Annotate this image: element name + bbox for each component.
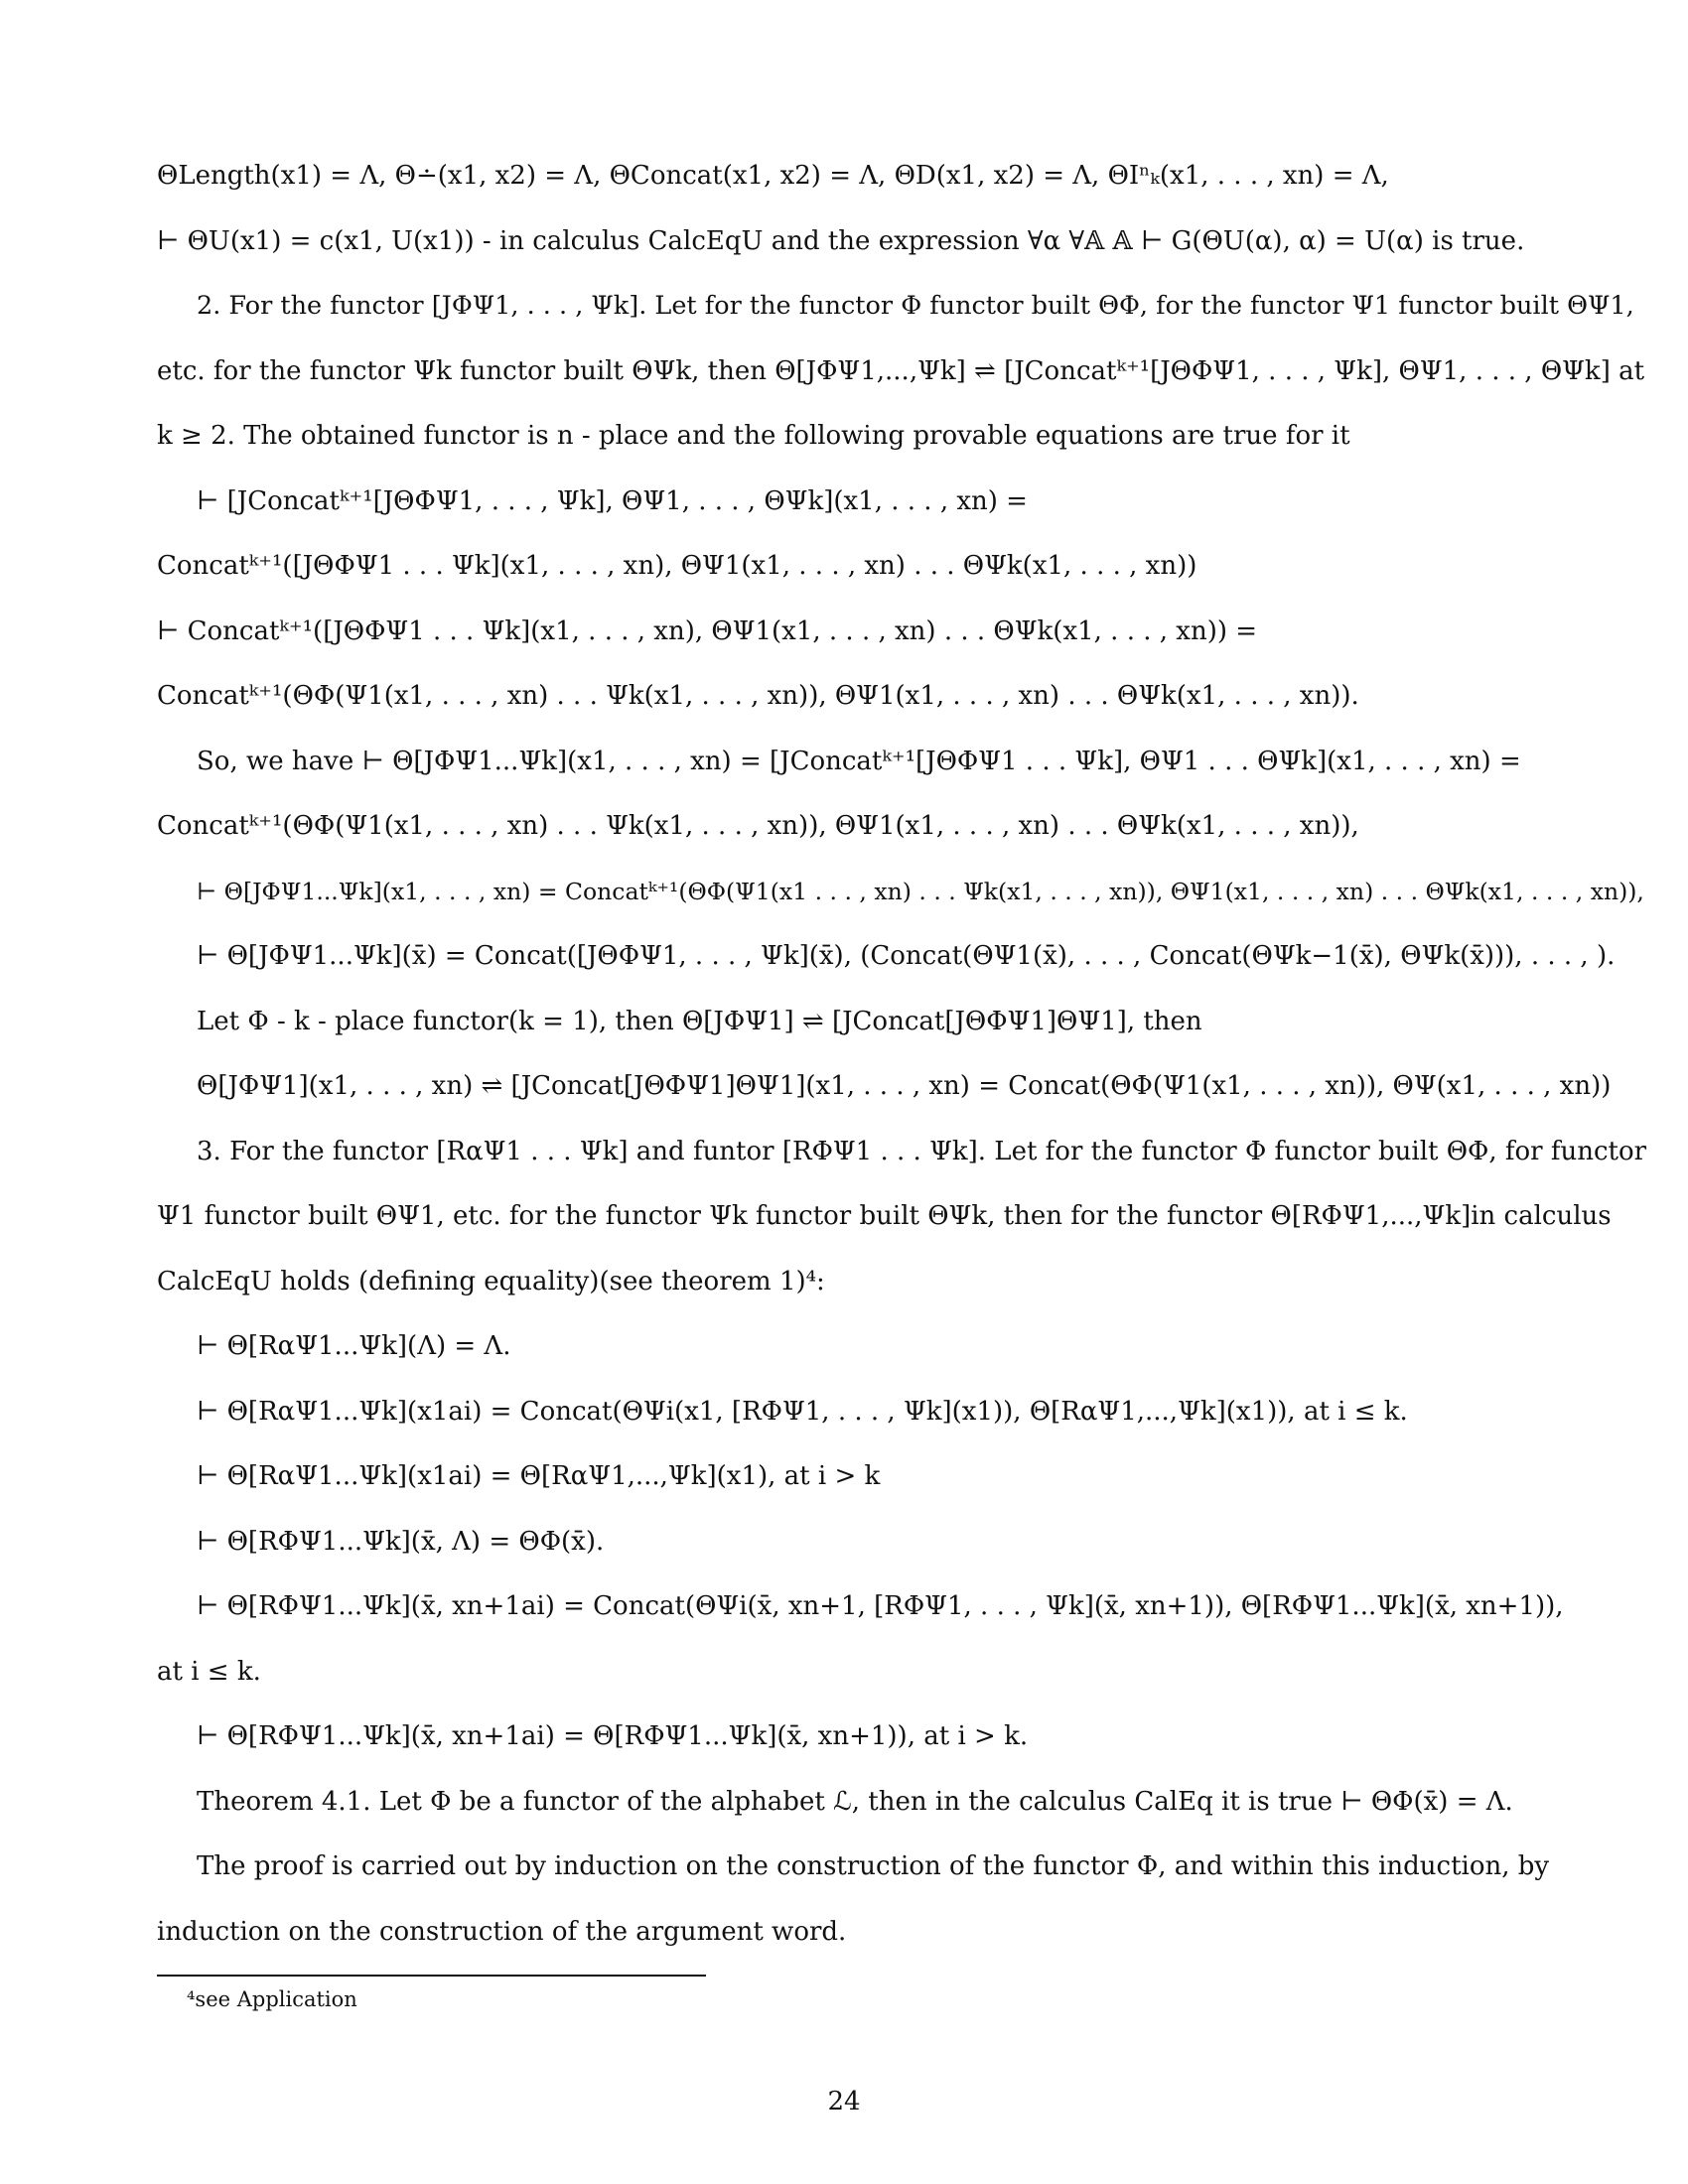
equation-line-3: ⊢ Concatᵏ⁺¹([JΘΦΨ1 . . . Ψk](x1, . . . , xn), ΘΨ1(x1, . . . , xn) . . . ΘΨk(x1, . . . , xn)) = <box>157 616 1258 646</box>
theorem-statement: Theorem 4.1. Let Φ be a functor of the alphabet ℒ, then in the calculus CalEq it is true ⊢ ΘΦ(x̄) = Λ. <box>197 1787 1513 1817</box>
text-line-6: So, we have ⊢ Θ[JΦΨ1...Ψk](x1, . . . , xn) = [JConcatᵏ⁺¹[JΘΦΨ1 . . . Ψk], ΘΨ1 . . . ΘΨk](x1, . . . , xn) = <box>197 747 1521 776</box>
text-line-1: ΘLength(x1) = Λ, Θ∸(x1, x2) = Λ, ΘConcat(x1, x2) = Λ, ΘD(x1, x2) = Λ, ΘIⁿₖ(x1, . . . , xn) = Λ, <box>157 161 1389 191</box>
page-number: 24 <box>827 2087 861 2116</box>
equation-line-2: Concatᵏ⁺¹([JΘΦΨ1 . . . Ψk](x1, . . . , xn), ΘΨ1(x1, . . . , xn) . . . ΘΨk(x1, . . . , xn)) <box>157 551 1197 581</box>
equation-line-7: ⊢ Θ[JΦΨ1...Ψk](x̄) = Concat([JΘΦΨ1, . . . , Ψk](x̄), (Concat(ΘΨ1(x̄), . . . , Concat(ΘΨk−1(x̄), ΘΨk(x̄))), . . . , ). <box>197 941 1616 971</box>
text-line-10: CalcEqU holds (defining equality)(see theorem 1)⁴: <box>157 1267 825 1297</box>
equation-line-4: Concatᵏ⁺¹(ΘΦ(Ψ1(x1, . . . , xn) . . . Ψk(x1, . . . , xn)), ΘΨ1(x1, . . . , xn) . . . ΘΨk(x1, . . . , xn)). <box>157 681 1359 711</box>
text-line-3: 2. For the functor [JΦΨ1, . . . , Ψk]. Let for the functor Φ functor built ΘΦ, for the functor Ψ1 functor built ΘΨ1, <box>197 291 1634 321</box>
text-line-11: at i ≤ k. <box>157 1657 261 1687</box>
equation-line-1: ⊢ [JConcatᵏ⁺¹[JΘΦΨ1, . . . , Ψk], ΘΨ1, . . . , ΘΨk](x1, . . . , xn) = <box>197 486 1028 516</box>
equation-line-9: ⊢ Θ[RαΨ1...Ψk](Λ) = Λ. <box>197 1331 511 1361</box>
equation-line-13: ⊢ Θ[RΦΨ1...Ψk](x̄, xn+1ai) = Concat(ΘΨi(x̄, xn+1, [RΦΨ1, . . . , Ψk](x̄, xn+1)), Θ[RΦΨ1...Ψk](x̄, xn+1)), <box>197 1591 1564 1621</box>
equation-line-6: ⊢ Θ[JΦΨ1...Ψk](x1, . . . , xn) = Concatᵏ⁺¹(ΘΦ(Ψ1(x1 . . . , xn) . . . Ψk(x1, . . . , xn)), ΘΨ1(x1, . . . , xn) . . . ΘΨk(x1, . . . , xn)), <box>197 878 1644 905</box>
footnote-rule <box>157 1975 706 1977</box>
text-line-4: etc. for the functor Ψk functor built ΘΨk, then Θ[JΦΨ1,...,Ψk] ⇌ [JConcatᵏ⁺¹[JΘΦΨ1, . . . , Ψk], ΘΨ1, . . . , ΘΨk] at <box>157 356 1645 386</box>
equation-line-14: ⊢ Θ[RΦΨ1...Ψk](x̄, xn+1ai) = Θ[RΦΨ1...Ψk](x̄, xn+1)), at i > k. <box>197 1721 1029 1751</box>
text-line-2: ⊢ ΘU(x1) = c(x1, U(x1)) - in calculus CalcEqU and the expression ∀α ∀𝔸 𝔸 ⊢ G(ΘU(α), α) = U(α) is true. <box>157 226 1525 256</box>
text-line-7: Let Φ - k - place functor(k = 1), then Θ[JΦΨ1] ⇌ [JConcat[JΘΦΨ1]ΘΨ1], then <box>197 1007 1202 1036</box>
equation-line-11: ⊢ Θ[RαΨ1...Ψk](x1ai) = Θ[RαΨ1,...,Ψk](x1), at i > k <box>197 1461 881 1491</box>
text-line-13: induction on the construction of the argument word. <box>157 1917 847 1947</box>
equation-line-8: Θ[JΦΨ1](x1, . . . , xn) ⇌ [JConcat[JΘΦΨ1]ΘΨ1](x1, . . . , xn) = Concat(ΘΦ(Ψ1(x1, . . . , xn)), ΘΨ(x1, . . . , xn)) <box>197 1071 1612 1101</box>
footnote: ⁴see Application <box>187 1987 357 2011</box>
text-line-8: 3. For the functor [RαΨ1 . . . Ψk] and funtor [RΦΨ1 . . . Ψk]. Let for the functor Φ functor built ΘΦ, for functor <box>197 1137 1647 1166</box>
text-line-5: k ≥ 2. The obtained functor is n - place and the following provable equations are true for it <box>157 421 1350 451</box>
text-line-12: The proof is carried out by induction on the construction of the functor Φ, and within this induction, by <box>197 1851 1550 1881</box>
equation-line-12: ⊢ Θ[RΦΨ1...Ψk](x̄, Λ) = ΘΦ(x̄). <box>197 1527 605 1557</box>
equation-line-10: ⊢ Θ[RαΨ1...Ψk](x1ai) = Concat(ΘΨi(x1, [RΦΨ1, . . . , Ψk](x1)), Θ[RαΨ1,...,Ψk](x1)), at i ≤ k. <box>197 1397 1408 1427</box>
text-line-9: Ψ1 functor built ΘΨ1, etc. for the functor Ψk functor built ΘΨk, then for the functor Θ[RΦΨ1,...,Ψk]in calculus <box>157 1201 1612 1231</box>
equation-line-5: Concatᵏ⁺¹(ΘΦ(Ψ1(x1, . . . , xn) . . . Ψk(x1, . . . , xn)), ΘΨ1(x1, . . . , xn) . . . ΘΨk(x1, . . . , xn)), <box>157 811 1359 841</box>
